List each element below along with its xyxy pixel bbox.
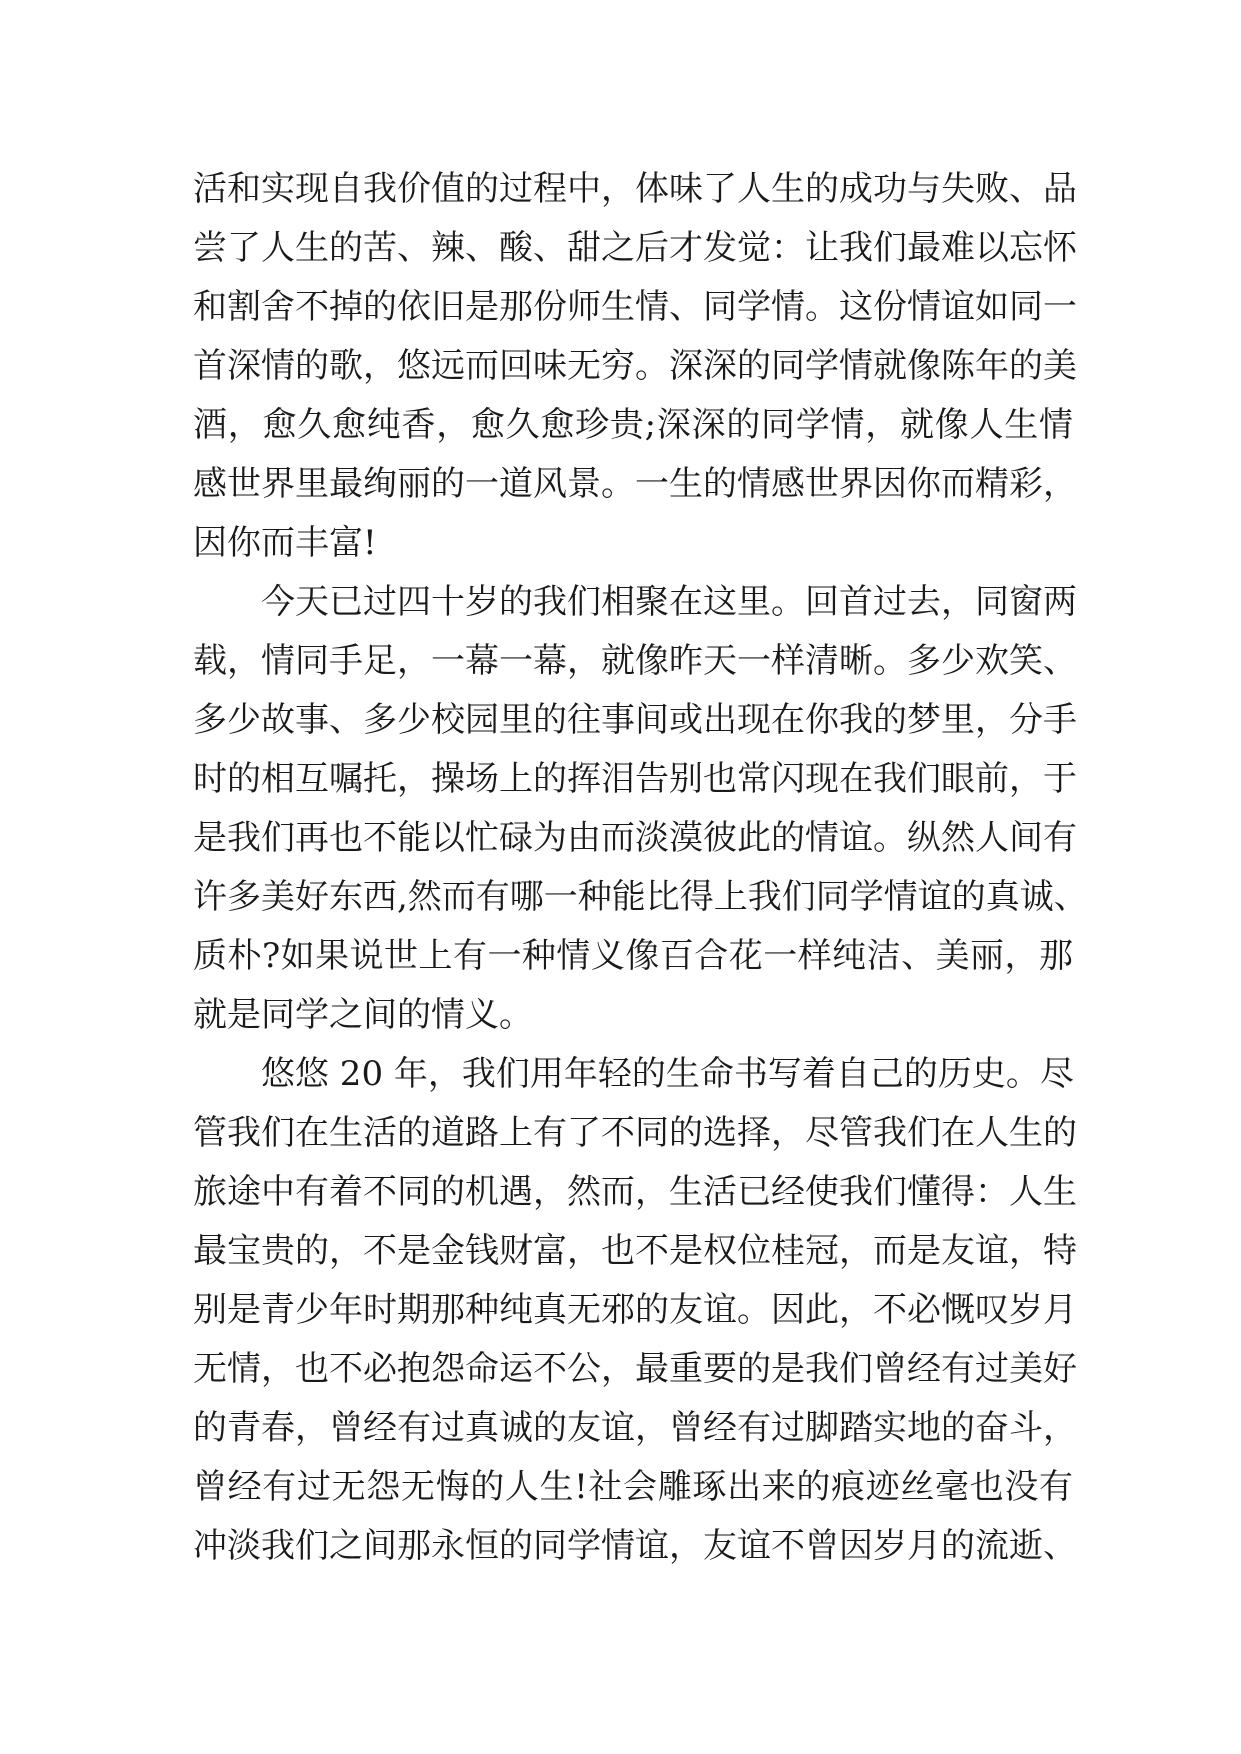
text-line: 旅途中有着不同的机遇，然而，生活已经使我们懂得：人生 <box>193 1172 1077 1212</box>
text-line: 和割舍不掉的依旧是那份师生情、同学情。这份情谊如同一 <box>193 287 1077 327</box>
text-line: 酒，愈久愈纯香，愈久愈珍贵;深深的同学情，就像人生情 <box>193 405 1073 445</box>
text-line: 质朴?如果说世上有一种情义像百合花一样纯洁、美丽，那 <box>193 936 1073 976</box>
text-line: 载，情同手足，一幕一幕，就像昨天一样清晰。多少欢笑、 <box>193 641 1077 681</box>
text-line: 因你而丰富! <box>193 523 377 563</box>
text-line: 管我们在生活的道路上有了不同的选择，尽管我们在人生的 <box>193 1113 1077 1153</box>
text-line: 别是青少年时期那种纯真无邪的友谊。因此，不必慨叹岁月 <box>193 1290 1077 1330</box>
text-line: 无情，也不必抱怨命运不公，最重要的是我们曾经有过美好 <box>193 1349 1077 1389</box>
text-line: 就是同学之间的情义。 <box>193 995 533 1035</box>
text-line: 的青春，曾经有过真诚的友谊，曾经有过脚踏实地的奋斗， <box>193 1408 1077 1448</box>
text-line: 首深情的歌，悠远而回味无穷。深深的同学情就像陈年的美 <box>193 346 1077 386</box>
text-line: 是我们再也不能以忙碌为由而淡漠彼此的情谊。纵然人间有 <box>193 818 1077 858</box>
text-line: 时的相互嘱托，操场上的挥泪告别也常闪现在我们眼前，于 <box>193 759 1077 799</box>
text-line: 曾经有过无怨无悔的人生!社会雕琢出来的痕迹丝毫也没有 <box>193 1467 1073 1507</box>
text-line: 活和实现自我价值的过程中，体味了人生的成功与失败、品 <box>193 169 1077 209</box>
text-line: 今天已过四十岁的我们相聚在这里。回首过去，同窗两 <box>261 582 1077 622</box>
text-line: 悠悠 20 年，我们用年轻的生命书写着自己的历史。尽 <box>261 1054 1074 1094</box>
text-line: 许多美好东西,然而有哪一种能比得上我们同学情谊的真诚、 <box>193 877 1088 917</box>
text-line: 最宝贵的，不是金钱财富，也不是权位桂冠，而是友谊，特 <box>193 1231 1077 1271</box>
body-text <box>193 160 1088 1576</box>
text-line: 尝了人生的苦、辣、酸、甜之后才发觉：让我们最难以忘怀 <box>193 228 1077 268</box>
text-line: 多少故事、多少校园里的往事间或出现在你我的梦里，分手 <box>193 700 1077 740</box>
text-line: 感世界里最绚丽的一道风景。一生的情感世界因你而精彩， <box>193 464 1077 504</box>
text-line: 冲淡我们之间那永恒的同学情谊，友谊不曾因岁月的流逝、 <box>193 1526 1077 1566</box>
